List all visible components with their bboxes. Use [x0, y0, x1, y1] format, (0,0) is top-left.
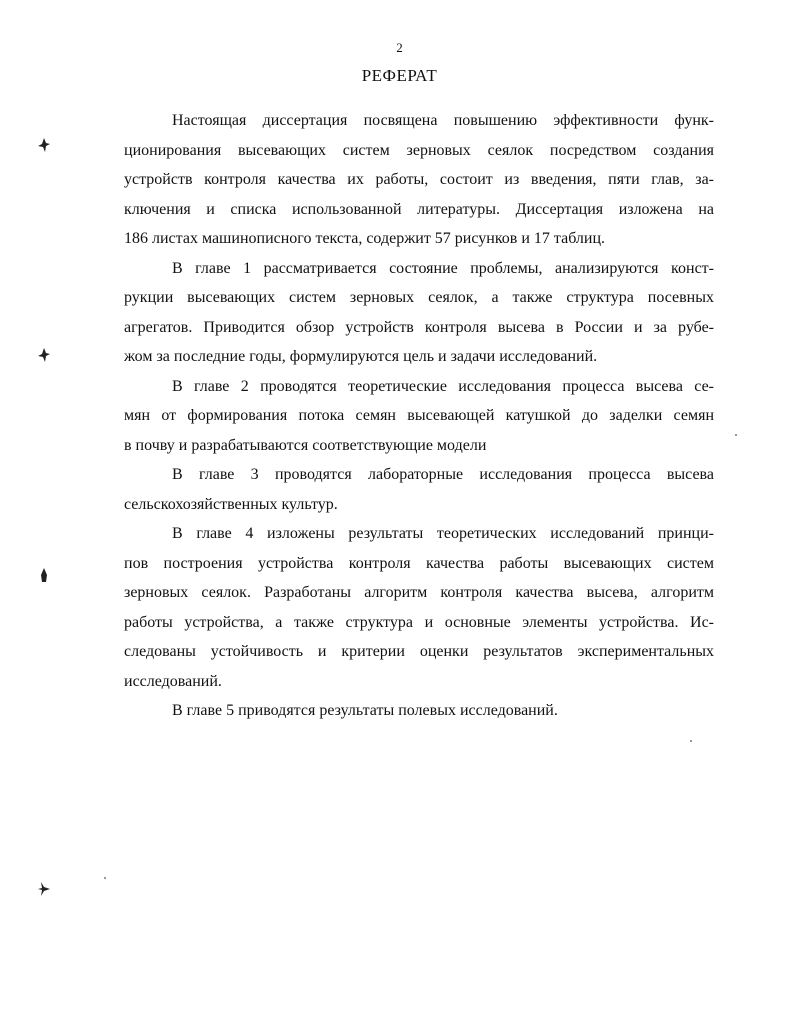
paragraph-chapter-2	[124, 372, 714, 461]
text-line: В главе 5 приводятся результаты полевых исследований.	[172, 702, 558, 719]
text-line: В главе 1 рассматривается состояние проблемы, анализируются конст-	[172, 259, 714, 277]
text-line: работы устройства, а также структура и основные элементы устройства. Ис-	[124, 613, 714, 631]
scan-mark-icon	[38, 882, 48, 894]
text-line: ционирования высевающих систем зерновых сеялок посредством создания	[124, 141, 714, 159]
text-line: агрегатов. Приводится обзор устройств контроля высева в России и за рубе-	[124, 318, 714, 336]
page-number: 2	[396, 40, 403, 55]
text-line: сельскохозяйственных культур.	[124, 495, 338, 513]
text-line: зерновых сеялок. Разработаны алгоритм контроля качества высева, алгоритм	[124, 584, 714, 601]
text-line: следованы устойчивость и критерии оценки результатов экспериментальных	[124, 643, 714, 660]
scan-mark-icon	[38, 568, 48, 580]
text-line: рукции высевающих систем зерновых сеялок, а также структура посевных	[124, 289, 714, 306]
text-line: В главе 4 изложены результаты теоретических исследований принци-	[172, 525, 714, 542]
text-line: устройств контроля качества их работы, состоит из введения, пяти глав, за-	[124, 171, 714, 188]
text-line: 186 листах машинописного текста, содержит 57 рисунков и 17 таблиц.	[124, 230, 606, 247]
text-line: В главе 2 проводятся теоретические исследования процесса высева се-	[172, 377, 714, 395]
text-line: Настоящая диссертация посвящена повышению эффективности функ-	[172, 112, 714, 129]
text-line: ключения и списка использованной литературы. Диссертация изложена на	[124, 200, 714, 218]
text-line: исследований.	[124, 672, 222, 690]
abstract-body	[124, 106, 714, 726]
text-line: мян от формирования потока семян высевающей катушкой до заделки семян	[124, 407, 714, 424]
text-line: пов построения устройства контроля качества работы высевающих систем	[124, 554, 714, 572]
scan-mark-icon	[38, 138, 48, 150]
text-line: жом за последние годы, формулируются цель и задачи исследований.	[124, 348, 598, 365]
paragraph-chapter-5	[124, 696, 714, 726]
paragraph-chapter-4	[124, 519, 714, 696]
scan-speck	[735, 434, 737, 436]
paragraph-chapter-3	[124, 460, 714, 519]
paragraph-intro	[124, 106, 714, 254]
text-line: в почву и разрабатываются соответствующие модели	[124, 436, 487, 454]
scan-speck	[690, 740, 692, 742]
page-title: РЕФЕРАТ	[361, 66, 438, 85]
scan-speck	[104, 877, 106, 879]
paragraph-chapter-1	[124, 254, 714, 372]
text-line: В главе 3 проводятся лабораторные исследования процесса высева	[172, 466, 714, 483]
scan-mark-icon	[38, 348, 48, 360]
